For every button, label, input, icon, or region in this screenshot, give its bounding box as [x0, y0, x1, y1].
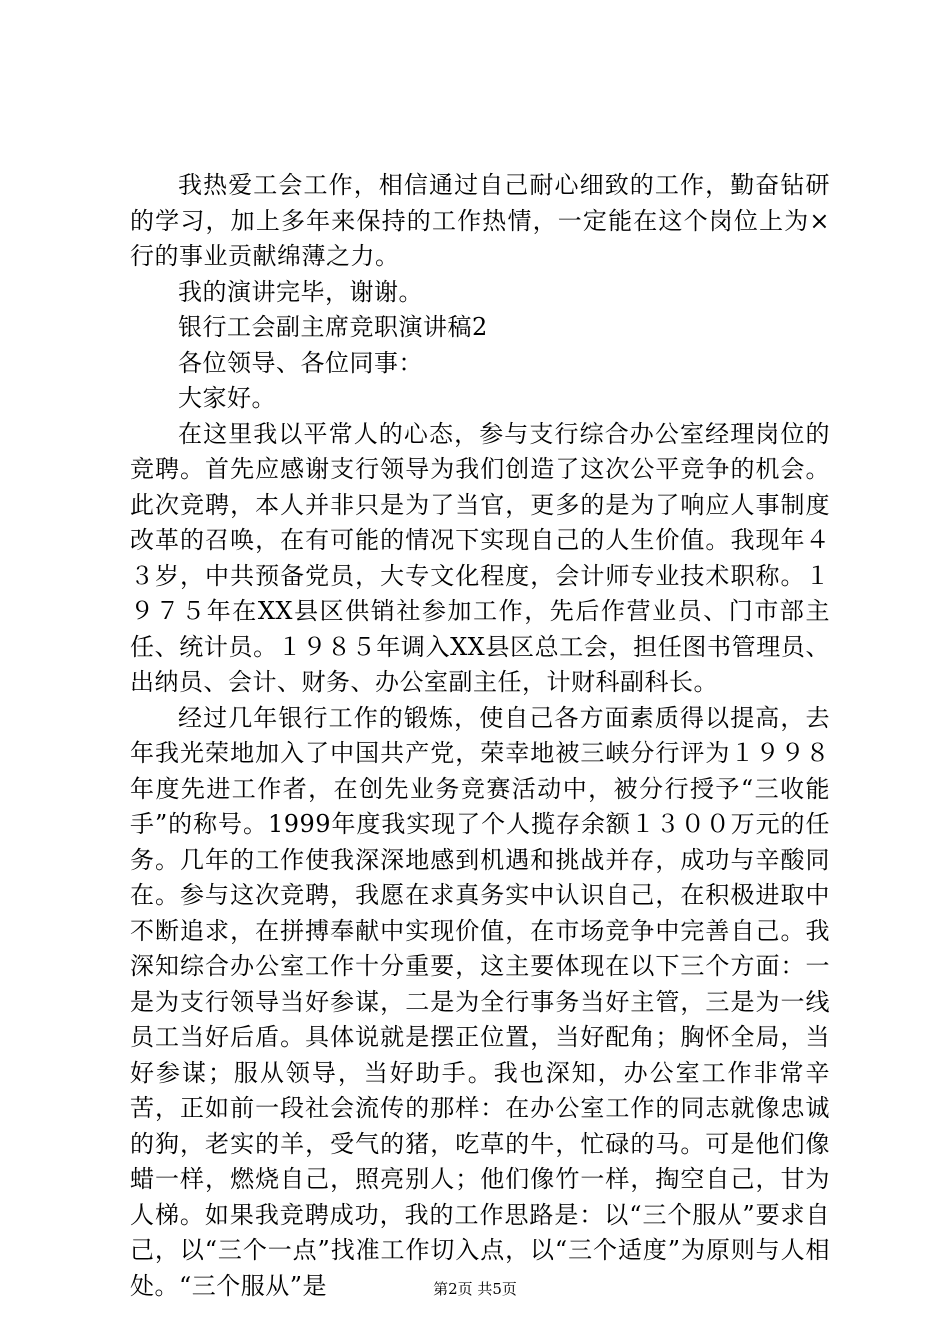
paragraph: 经过几年银行工作的锻炼，使自己各方面素质得以提高，去年我光荣地加入了中国共产党，荣幸地被三峡分行评为１９９８年度先进工作者，在创先业务竞赛活动中，被分行授予“三收能手”的称号。1999年度我实现了个人揽存余额１３００万元的任务。几年的工作使我深深地感到机遇和挑战并存，成功与辛酸同在。参与这次竞聘，我愿在求真务实中认识自己，在积极进取中不断追求，在拼搏奉献中实现价值，在市场竞争中完善自己。我深知综合办公室工作十分重要，这主要体现在以下三个方面：一是为支行领导当好参谋，二是为全行事务当好主管，三是为一线员工当好后盾。具体说就是摆正位置，当好配角；胸怀全局，当好参谋；服从领导，当好助手。我也深知，办公室工作非常辛苦，正如前一段社会流传的那样：在办公室工作的同志就像忠诚的狗，老实的羊，受气的猪，吃草的牛，忙碌的马。可是他们像蜡一样，燃烧自己，照亮别人；他们像竹一样，掏空自己，甘为人梯。如果我竞聘成功，我的工作思路是：以“三个服从”要求自己，以“三个一点”找准工作切入点，以“三个适度”为原则与人相处。“三个服从”是 [130, 703, 830, 1300]
paragraph: 我热爱工会工作，相信通过自己耐心细致的工作，勤奋钻研的学习，加上多年来保持的工作热情，一定能在这个岗位上为×行的事业贡献绵薄之力。 [130, 171, 830, 270]
paragraph-greeting: 大家好。 [178, 384, 276, 412]
paragraph-heading: 银行工会副主席竞职演讲稿2 [178, 313, 488, 341]
document-body [130, 168, 830, 1304]
page-number-footer: 第2页 共5页 [433, 1280, 517, 1298]
paragraph: 我的演讲完毕，谢谢。 [178, 277, 423, 306]
paragraph-salutation: 各位领导、各位同事： [178, 348, 423, 377]
paragraph: 在这里我以平常人的心态，参与支行综合办公室经理岗位的竞聘。首先应感谢支行领导为我们创造了这次公平竞争的机会。此次竞聘，本人并非只是为了当官，更多的是为了响应人事制度改革的召唤，在有可能的情况下实现自己的人生价值。我现年４３岁，中共预备党员，大专文化程度，会计师专业技术职称。１９７５年在XX县区供销社参加工作，先后作营业员、门市部主任、统计员。１９８５年调入XX县区总工会，担任图书管理员、出纳员、会计、财务、办公室副主任，计财科副科长。 [130, 419, 830, 696]
